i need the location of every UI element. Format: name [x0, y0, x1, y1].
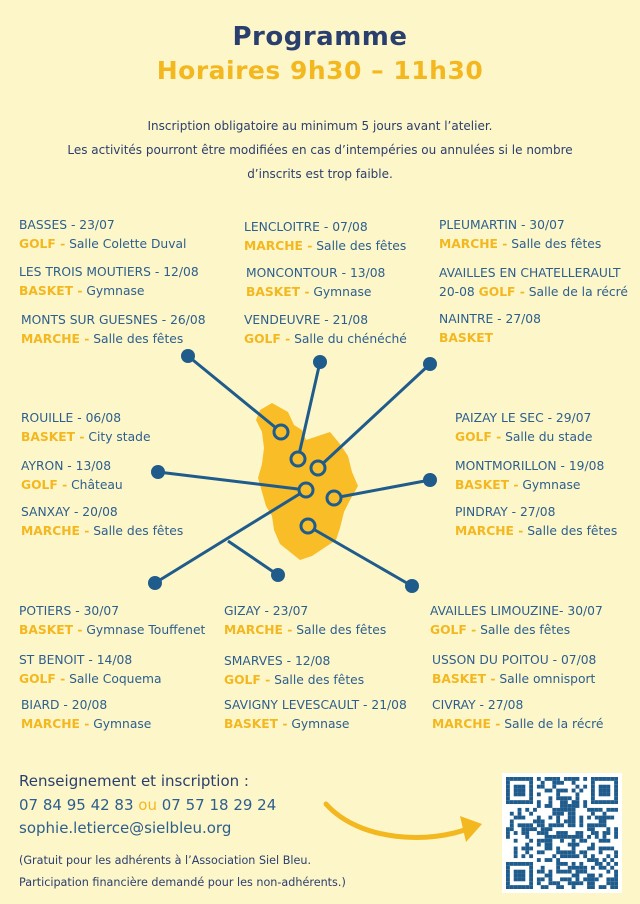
- location-pindray: PINDRAY - 27/08 MARCHE - Salle des fêtes: [455, 505, 618, 538]
- location-gizay: GIZAY - 23/07 MARCHE - Salle des fêtes: [224, 604, 387, 637]
- location-rouille: ROUILLE - 06/08 BASKET - City stade: [21, 411, 151, 444]
- location-sanxay: SANXAY - 20/08 MARCHE - Salle des fêtes: [21, 505, 184, 538]
- page-title: Programme: [232, 22, 408, 52]
- qr-code[interactable]: [502, 773, 622, 893]
- pricing-note-line-1: (Gratuit pour les adhérents à l’Association Siel Bleu.: [19, 854, 312, 867]
- location-usson-du-poitou: USSON DU POITOU - 07/08 BASKET - Salle omnisport: [432, 653, 597, 686]
- location-smarves: SMARVES - 12/08 GOLF - Salle des fêtes: [224, 654, 365, 687]
- location-paizay-le-sec: PAIZAY LE SEC - 29/07 GOLF - Salle du stade: [455, 411, 593, 444]
- location-trois-moutiers: LES TROIS MOUTIERS - 12/08 BASKET - Gymnase: [19, 265, 199, 298]
- phone-1[interactable]: 07 84 95 42 83: [19, 796, 134, 814]
- intro-line-2: Les activités pourront être modifiées en cas d’intempéries ou annulées si le nombre: [67, 143, 573, 157]
- intro-line-1: Inscription obligatoire au minimum 5 jours avant l’atelier.: [147, 119, 493, 133]
- location-moncontour: MONCONTOUR - 13/08 BASKET - Gymnase: [246, 266, 386, 299]
- location-ayron: AYRON - 13/08 GOLF - Château: [21, 459, 123, 492]
- pricing-note-line-2: Participation financière demandé pour les non-adhérents.): [19, 876, 346, 889]
- arrow-icon: [320, 790, 490, 850]
- phone-numbers: [19, 796, 276, 814]
- location-availles-limouzine: AVAILLES LIMOUZINE- 30/07 GOLF - Salle des fêtes: [430, 604, 603, 637]
- phone-2[interactable]: 07 57 18 29 24: [161, 796, 277, 814]
- location-pleumartin: PLEUMARTIN - 30/07 MARCHE - Salle des fêtes: [439, 218, 602, 251]
- qr-code-icon: [506, 777, 618, 889]
- contact-title: Renseignement et inscription :: [19, 772, 249, 790]
- location-vendeuvre: VENDEUVRE - 21/08 GOLF - Salle du chénéché: [244, 313, 407, 346]
- location-savigny-levescault: SAVIGNY LEVESCAULT - 21/08 BASKET - Gymnase: [224, 698, 407, 731]
- location-lencloitre: LENCLOITRE - 07/08 MARCHE - Salle des fêtes: [244, 220, 407, 253]
- map-shape: [256, 403, 358, 560]
- location-monts-sur-guesnes: MONTS SUR GUESNES - 26/08 MARCHE - Salle des fêtes: [21, 313, 206, 346]
- location-biard: BIARD - 20/08 MARCHE - Gymnase: [21, 698, 152, 731]
- location-potiers: POTIERS - 30/07 BASKET - Gymnase Touffenet: [19, 604, 206, 637]
- location-montmorillon: MONTMORILLON - 19/08 BASKET - Gymnase: [455, 459, 605, 492]
- pricing-note: [19, 850, 346, 894]
- schedule-hours: Horaires 9h30 – 11h30: [156, 56, 484, 85]
- contact-email[interactable]: sophie.letierce@sielbleu.org: [19, 819, 232, 837]
- location-naintre: NAINTRE - 27/08 BASKET: [439, 312, 541, 345]
- phone-or: ou: [138, 796, 157, 814]
- location-basses: BASSES - 23/07 GOLF - Salle Colette Duval: [19, 218, 187, 251]
- location-st-benoit: ST BENOIT - 14/08 GOLF - Salle Coquema: [19, 653, 162, 686]
- location-availles-chatellerault: AVAILLES EN CHATELLERAULT 20-08 GOLF - Salle de la récré: [439, 266, 629, 299]
- location-civray: CIVRAY - 27/08 MARCHE - Salle de la récré: [432, 698, 604, 731]
- intro-line-3: d’inscrits est trop faible.: [247, 167, 393, 181]
